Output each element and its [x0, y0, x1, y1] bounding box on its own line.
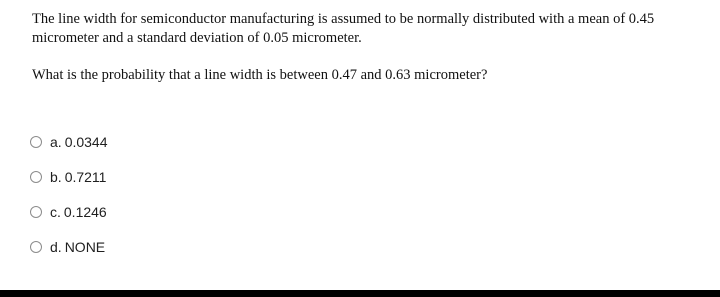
option-a-label: [50, 134, 108, 150]
option-c-letter: c.: [50, 203, 61, 220]
option-a-letter: a.: [50, 133, 62, 150]
answer-options: [30, 124, 430, 264]
radio-button-a[interactable]: [30, 136, 42, 148]
option-b[interactable]: [30, 159, 430, 194]
radio-button-b[interactable]: [30, 171, 42, 183]
option-c-value: 0.1246: [63, 203, 107, 220]
option-b-value: 0.7211: [64, 168, 107, 185]
question-prompt: What is the probability that a line width is between 0.47 and 0.63 micrometer?: [32, 67, 488, 83]
option-a-value: 0.0344: [64, 133, 108, 150]
option-b-letter: b.: [50, 168, 62, 185]
radio-button-d[interactable]: [30, 241, 42, 253]
option-b-label: [50, 169, 106, 185]
option-d-label: [50, 239, 105, 255]
option-a[interactable]: [30, 124, 430, 159]
radio-button-c[interactable]: [30, 206, 42, 218]
option-d-value: NONE: [64, 238, 106, 255]
bottom-border-bar: [0, 290, 720, 297]
option-c[interactable]: [30, 194, 430, 229]
option-d-letter: d.: [50, 238, 62, 255]
question-paragraph: The line width for semiconductor manufacturing is assumed to be normally distributed with a mean of 0.45 micrometer and a standard deviation of 0.05 micrometer.: [32, 11, 655, 46]
option-d[interactable]: [30, 229, 430, 264]
question-block: [32, 10, 720, 85]
option-c-label: [50, 204, 107, 220]
